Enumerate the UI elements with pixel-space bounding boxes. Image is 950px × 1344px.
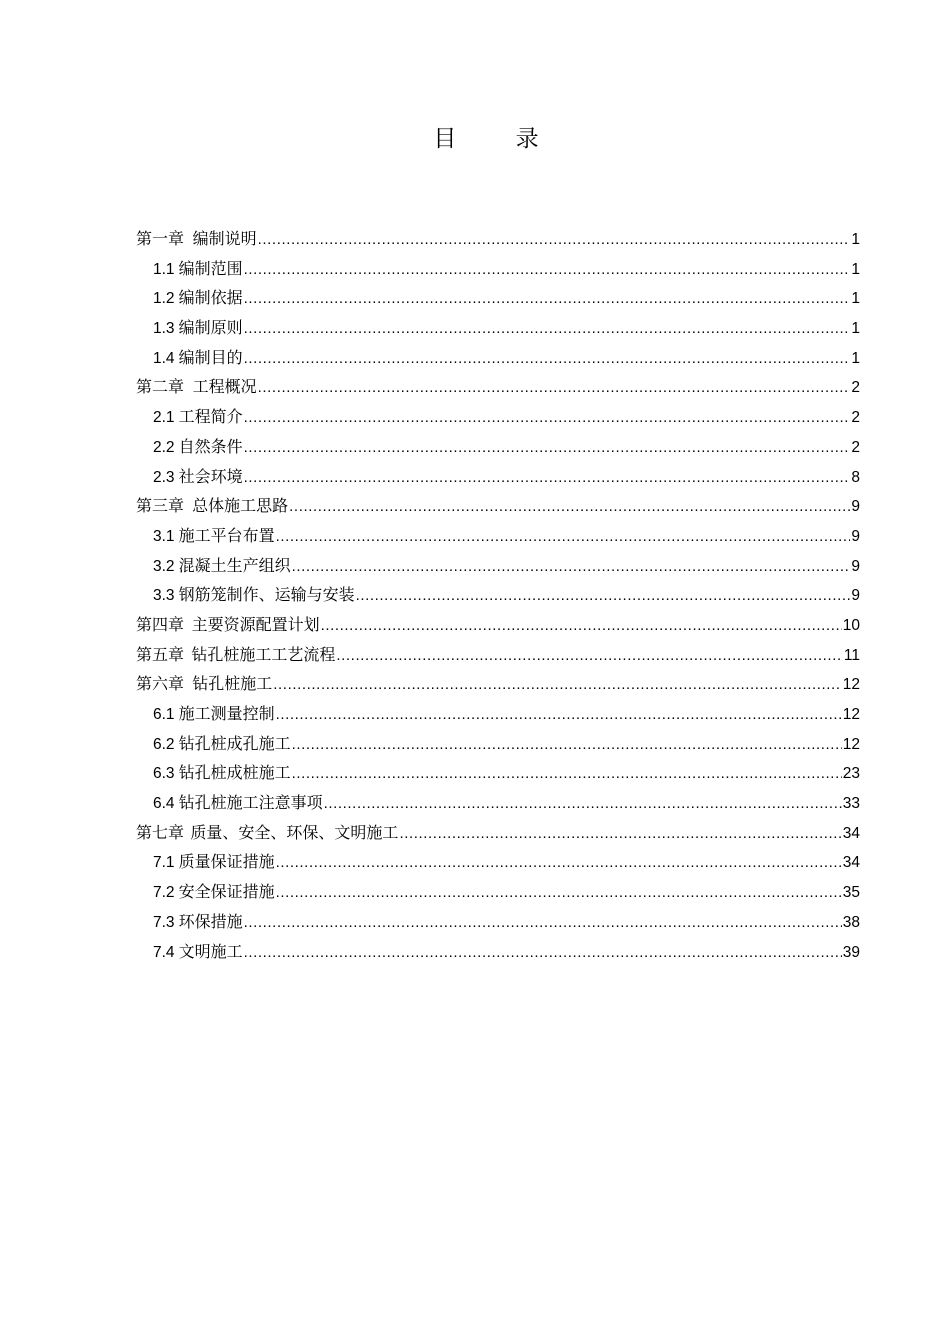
entry-title: 钻孔桩施工 — [192, 674, 273, 694]
entry-title: 钻孔桩施工工艺流程 — [191, 644, 336, 664]
entry-title: 编制范围 — [178, 258, 243, 278]
toc-section-entry[interactable] — [136, 907, 860, 937]
entry-title: 钻孔桩施工注意事项 — [178, 793, 323, 813]
toc-chapter-entry[interactable] — [136, 640, 860, 670]
toc-chapter-entry[interactable] — [136, 669, 860, 699]
entry-title: 钻孔桩成孔施工 — [178, 733, 291, 753]
chapter-number: 第二章 — [136, 377, 185, 397]
entry-title: 质量、安全、环保、文明施工 — [190, 822, 399, 842]
chapter-number: 第七章 — [136, 822, 185, 842]
toc-section-entry[interactable] — [136, 580, 860, 610]
entry-title: 施工平台布置 — [178, 525, 275, 545]
entry-title: 钻孔桩成桩施工 — [178, 763, 291, 783]
entry-title: 编制依据 — [178, 288, 243, 308]
section-number: 1.4 — [153, 349, 175, 367]
page-number: 11 — [843, 646, 860, 664]
toc-section-entry[interactable] — [136, 283, 860, 313]
section-number: 2.1 — [153, 409, 175, 427]
section-number: 7.2 — [153, 884, 175, 902]
dot-leader — [292, 730, 842, 760]
dot-leader — [292, 759, 842, 789]
entry-title: 编制原则 — [178, 318, 243, 338]
page-number: 9 — [851, 557, 860, 575]
toc-chapter-entry[interactable] — [136, 224, 860, 254]
toc-section-entry[interactable] — [136, 254, 860, 284]
page-number: 38 — [842, 913, 860, 931]
page-number: 23 — [842, 765, 860, 783]
page-number: 2 — [851, 379, 860, 397]
page-number: 34 — [842, 824, 860, 842]
section-number: 6.4 — [153, 795, 175, 813]
dot-leader — [244, 284, 851, 314]
entry-title: 质量保证措施 — [178, 852, 275, 872]
section-number: 6.1 — [153, 706, 175, 723]
dot-leader — [292, 552, 851, 582]
section-number: 3.1 — [153, 527, 175, 545]
toc-chapter-entry[interactable] — [136, 610, 860, 640]
dot-leader — [244, 433, 851, 463]
dot-leader — [336, 641, 843, 671]
page-number: 12 — [842, 676, 860, 694]
entry-title: 文明施工 — [178, 941, 243, 961]
dot-leader — [321, 611, 842, 641]
dot-leader — [244, 908, 842, 938]
dot-leader — [324, 789, 842, 819]
page-number: 1 — [851, 290, 860, 308]
toc-section-entry[interactable] — [136, 729, 860, 759]
entry-title: 总体施工思路 — [192, 496, 289, 516]
toc-section-entry[interactable] — [136, 788, 860, 818]
toc-section-entry[interactable] — [136, 343, 860, 373]
section-number: 2.2 — [153, 438, 175, 456]
toc-chapter-entry[interactable] — [136, 372, 860, 402]
toc-section-entry[interactable] — [136, 877, 860, 907]
entry-title: 主要资源配置计划 — [191, 614, 320, 634]
section-number: 1.3 — [153, 320, 175, 338]
toc-section-entry[interactable] — [136, 847, 860, 877]
toc-section-entry[interactable] — [136, 937, 860, 967]
dot-leader — [244, 344, 851, 374]
page-number: 1 — [851, 231, 860, 248]
toc-section-entry[interactable] — [136, 313, 860, 343]
page-number: 12 — [842, 735, 860, 753]
dot-leader — [399, 819, 841, 849]
page-number: 8 — [851, 468, 860, 486]
dot-leader — [276, 878, 842, 908]
dot-leader — [276, 522, 851, 552]
section-number: 7.4 — [153, 943, 175, 961]
page-number: 34 — [842, 854, 860, 872]
dot-leader — [244, 314, 851, 344]
toc-chapter-entry[interactable] — [136, 818, 860, 848]
entry-title: 钢筋笼制作、运输与安装 — [178, 585, 355, 605]
toc-section-entry[interactable] — [136, 432, 860, 462]
section-number: 7.3 — [153, 913, 175, 931]
toc-section-entry[interactable] — [136, 402, 860, 432]
chapter-number: 第一章 — [136, 229, 185, 248]
entry-title: 工程概况 — [192, 377, 257, 397]
page-number: 33 — [842, 795, 860, 813]
entry-title: 环保措施 — [178, 911, 243, 931]
entry-title: 自然条件 — [178, 436, 243, 456]
toc-title: 目 录 — [433, 126, 565, 152]
dot-leader — [289, 492, 850, 522]
table-of-contents — [136, 224, 860, 966]
page-number: 10 — [842, 616, 860, 634]
page-number: 1 — [851, 349, 860, 367]
entry-title: 安全保证措施 — [178, 882, 275, 902]
dot-leader — [258, 225, 851, 255]
dot-leader — [273, 670, 841, 700]
toc-section-entry[interactable] — [136, 462, 860, 492]
page-number: 9 — [851, 498, 860, 516]
section-number: 6.3 — [153, 765, 175, 783]
entry-title: 施工测量控制 — [178, 704, 275, 723]
page-number: 1 — [851, 320, 860, 338]
section-number: 1.2 — [153, 290, 175, 308]
section-number: 1.1 — [153, 260, 175, 278]
page-number: 1 — [851, 260, 860, 278]
dot-leader — [356, 581, 851, 611]
entry-title: 社会环境 — [178, 466, 243, 486]
section-number: 2.3 — [153, 468, 175, 486]
chapter-number: 第六章 — [136, 674, 185, 694]
page-number: 2 — [851, 438, 860, 456]
section-number: 6.2 — [153, 735, 175, 753]
entry-title: 混凝土生产组织 — [178, 555, 291, 575]
toc-section-entry[interactable] — [136, 521, 860, 551]
page-number: 39 — [842, 943, 860, 961]
page-number: 35 — [842, 884, 860, 902]
toc-chapter-entry[interactable] — [136, 491, 860, 521]
dot-leader — [276, 848, 842, 878]
chapter-number: 第四章 — [136, 614, 185, 634]
section-number: 3.2 — [153, 557, 175, 575]
chapter-number: 第五章 — [136, 644, 185, 664]
dot-leader — [244, 938, 842, 968]
page-number: 12 — [842, 706, 860, 723]
section-number: 7.1 — [153, 854, 175, 872]
dot-leader — [258, 373, 851, 403]
entry-title: 编制说明 — [192, 229, 257, 248]
entry-title: 编制目的 — [178, 347, 243, 367]
section-number: 3.3 — [153, 587, 175, 605]
dot-leader — [244, 463, 851, 493]
chapter-number: 第三章 — [136, 496, 185, 516]
entry-title: 工程简介 — [178, 407, 243, 427]
dot-leader — [276, 700, 842, 730]
toc-section-entry[interactable] — [136, 551, 860, 581]
page-number: 9 — [851, 527, 860, 545]
dot-leader — [244, 403, 851, 433]
page-number: 2 — [851, 409, 860, 427]
toc-section-entry[interactable] — [136, 758, 860, 788]
toc-section-entry[interactable] — [136, 699, 860, 729]
page-number: 9 — [851, 587, 860, 605]
dot-leader — [244, 255, 851, 285]
